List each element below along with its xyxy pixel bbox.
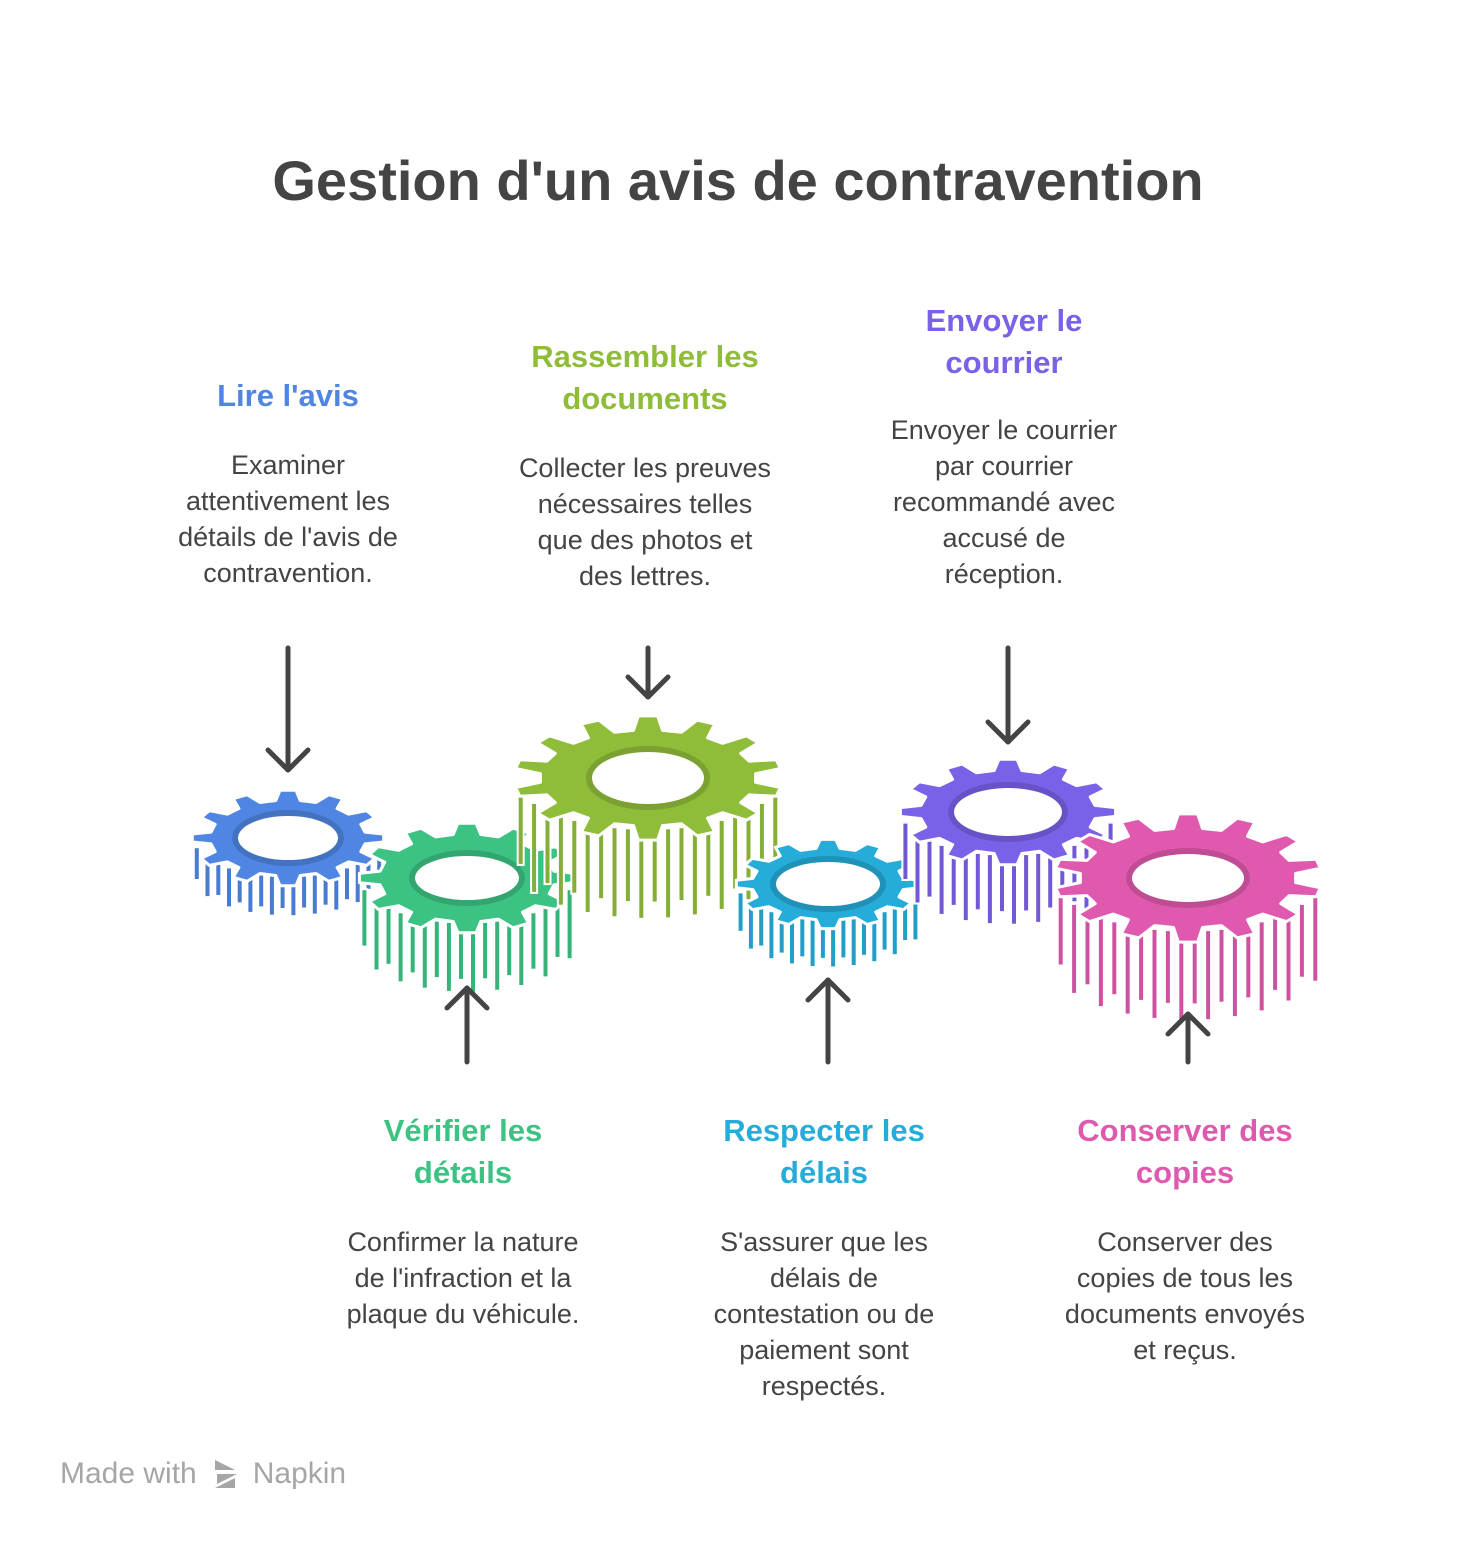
gear-hub-hole — [592, 752, 704, 804]
gear-tooth-side — [851, 918, 857, 966]
gear-hub-hole — [238, 816, 338, 860]
gear-icon — [192, 790, 383, 916]
gear-tooth-side — [398, 912, 404, 982]
gear-tooth-side — [269, 876, 275, 916]
gear-tooth-side — [719, 820, 725, 910]
step-description-line: que des photos et — [537, 525, 753, 555]
footer-watermark — [60, 1454, 346, 1494]
gear-tooth-side — [258, 875, 264, 908]
step-title — [868, 300, 1140, 384]
step-title — [678, 1110, 970, 1194]
gear-tooth-side — [301, 876, 307, 909]
gear-tooth-side — [840, 919, 846, 958]
gear-tooth-side — [975, 853, 981, 910]
step-gather-documents — [495, 336, 795, 594]
step-description-line: réception. — [944, 559, 1064, 589]
arrow-icon — [447, 988, 487, 1062]
gear-tooth-side — [758, 907, 764, 946]
gear-tooth-side — [215, 863, 221, 896]
step-title-line: Vérifier les — [383, 1113, 543, 1148]
arrow-icon — [1168, 1014, 1208, 1062]
napkin-logo-icon — [211, 1456, 241, 1492]
step-description — [1035, 1224, 1335, 1368]
step-description-line: des lettres. — [578, 561, 712, 591]
step-description-line: recommandé avec — [892, 487, 1116, 517]
arrow-icon — [268, 648, 308, 770]
step-description — [678, 1224, 970, 1404]
gear-tooth-side — [1071, 904, 1077, 994]
gear-tooth-side — [987, 854, 993, 924]
gear-tooth-side — [1259, 921, 1265, 1011]
gear-hub-hole — [776, 862, 880, 906]
step-title — [143, 375, 433, 417]
gear-tooth-side — [194, 847, 200, 880]
step-description-line: respectés. — [761, 1371, 887, 1401]
gear-tooth-side — [939, 845, 945, 915]
gear-tooth-side — [558, 816, 564, 906]
gear-tooth-side — [732, 816, 738, 890]
gear-tooth-side — [530, 912, 536, 969]
gear-tooth-side — [1023, 854, 1029, 911]
gear-tooth-side — [585, 823, 591, 913]
gear-tooth-side — [1125, 925, 1131, 1015]
step-title — [318, 1110, 608, 1194]
gear-tooth-side — [482, 922, 488, 979]
gear-tooth-side — [927, 840, 933, 897]
gear-tooth-side — [422, 919, 428, 989]
gear-icon — [1056, 814, 1321, 1021]
step-description-line: S'assurer que les — [720, 1227, 928, 1257]
step-title-line: Respecter les — [723, 1113, 925, 1148]
gear-hub-hole — [954, 788, 1062, 836]
step-title-line: détails — [413, 1155, 513, 1190]
step-title-line: Conserver des — [1077, 1113, 1293, 1148]
arrow-icon — [808, 980, 848, 1062]
gear-tooth-side — [1111, 921, 1117, 995]
step-description — [495, 450, 795, 594]
step-description-line: documents envoyés — [1064, 1299, 1306, 1329]
gear-tooth-side — [625, 828, 631, 902]
step-title-line: copies — [1135, 1155, 1235, 1190]
gear-tooth-side — [446, 922, 452, 992]
gear-tooth-side — [1165, 930, 1171, 1004]
step-title — [1035, 1110, 1335, 1194]
step-description-line: contravention. — [203, 558, 373, 588]
gear-tooth-side — [434, 921, 440, 978]
gear-hub-hole — [1132, 854, 1244, 902]
step-title — [495, 336, 795, 420]
gear-tooth-side — [1205, 930, 1211, 1020]
step-description-line: de l'infraction et la — [354, 1263, 572, 1293]
gear-tooth-side — [344, 867, 350, 900]
step-title-line: Lire l'avis — [217, 378, 359, 413]
step-description-line: délais de — [769, 1263, 879, 1293]
gear-hub-hole — [415, 856, 519, 900]
gear-tooth-side — [768, 911, 774, 959]
step-description-line: nécessaires telles — [537, 489, 753, 519]
gear-tooth-side — [1286, 912, 1292, 1002]
gear-tooth-side — [567, 889, 573, 959]
gear-tooth-side — [882, 911, 888, 950]
step-description-line: Examiner — [230, 450, 346, 480]
gear-tooth-side — [1178, 931, 1184, 1021]
gear-tooth-side — [665, 828, 671, 918]
gear-tooth-side — [810, 919, 816, 967]
step-description — [318, 1224, 608, 1332]
step-description-line: accusé de — [942, 523, 1066, 553]
step-title-line: Rassembler les — [531, 339, 759, 374]
gear-tooth-side — [1035, 853, 1041, 923]
step-description-line: et reçus. — [1133, 1335, 1237, 1365]
gear-tooth-side — [679, 827, 685, 901]
gear-tooth-side — [226, 867, 232, 907]
step-title-line: documents — [562, 381, 728, 416]
gear-tooth-side — [1058, 892, 1064, 966]
step-description-line: Envoyer le courrier — [890, 415, 1118, 445]
step-read-notice — [143, 375, 433, 591]
step-keep-copies — [1035, 1110, 1335, 1368]
step-description-line: copies de tous les — [1076, 1263, 1294, 1293]
step-description — [143, 447, 433, 591]
gear-tooth-side — [692, 825, 698, 915]
step-title-line: Envoyer le — [925, 303, 1083, 338]
arrow-icon — [628, 648, 668, 697]
step-respect-deadlines — [678, 1110, 970, 1404]
gear-tooth-side — [386, 907, 392, 964]
step-description-line: Conserver des — [1097, 1227, 1273, 1257]
gear-tooth-side — [902, 823, 908, 880]
gear-tooth-side — [1098, 917, 1104, 1007]
gear-tooth-side — [1152, 929, 1158, 1019]
gear-tooth-side — [1232, 927, 1238, 1017]
step-title-line: courrier — [945, 345, 1063, 380]
gear-tooth-side — [963, 851, 969, 921]
gear-tooth-side — [612, 827, 618, 917]
step-description-line: Confirmer la nature — [347, 1227, 579, 1257]
page-title: Gestion d'un avis de contravention — [272, 149, 1204, 212]
gear-tooth-side — [494, 921, 500, 991]
gear-tooth-side — [518, 791, 524, 865]
gear-tooth-side — [799, 918, 805, 957]
gear-icon — [359, 823, 574, 992]
gear-tooth-side — [531, 803, 537, 893]
step-description-line: détails de l'avis de — [178, 522, 398, 552]
made-with-label: Made with — [60, 1457, 197, 1490]
step-description-line: par courrier — [934, 451, 1074, 481]
gear-tooth-side — [312, 875, 318, 915]
gear-tooth-side — [374, 901, 380, 971]
gear-tooth-side — [361, 889, 367, 946]
step-verify-details — [318, 1110, 608, 1332]
gear-tooth-side — [1219, 929, 1225, 1003]
gear-tooth-side — [638, 829, 644, 919]
step-description — [868, 412, 1140, 592]
gear-tooth-side — [892, 907, 898, 955]
step-description-line: Collecter les preuves — [518, 453, 772, 483]
gear-tooth-side — [915, 834, 921, 904]
gear-tooth-side — [1312, 892, 1318, 982]
gear-tooth-side — [543, 907, 549, 977]
step-description-line: paiement sont — [739, 1335, 909, 1365]
step-title-line: délais — [780, 1155, 868, 1190]
step-description-line: attentivement les — [185, 486, 391, 516]
gear-tooth-side — [571, 820, 577, 894]
step-description-line: contestation ou de — [713, 1299, 935, 1329]
brand-name: Napkin — [252, 1457, 347, 1490]
gear-tooth-side — [1272, 917, 1278, 991]
step-send-mail — [868, 300, 1140, 592]
arrow-icon — [988, 648, 1028, 742]
gear-tooth-side — [738, 892, 744, 931]
step-description-line: plaque du véhicule. — [346, 1299, 580, 1329]
